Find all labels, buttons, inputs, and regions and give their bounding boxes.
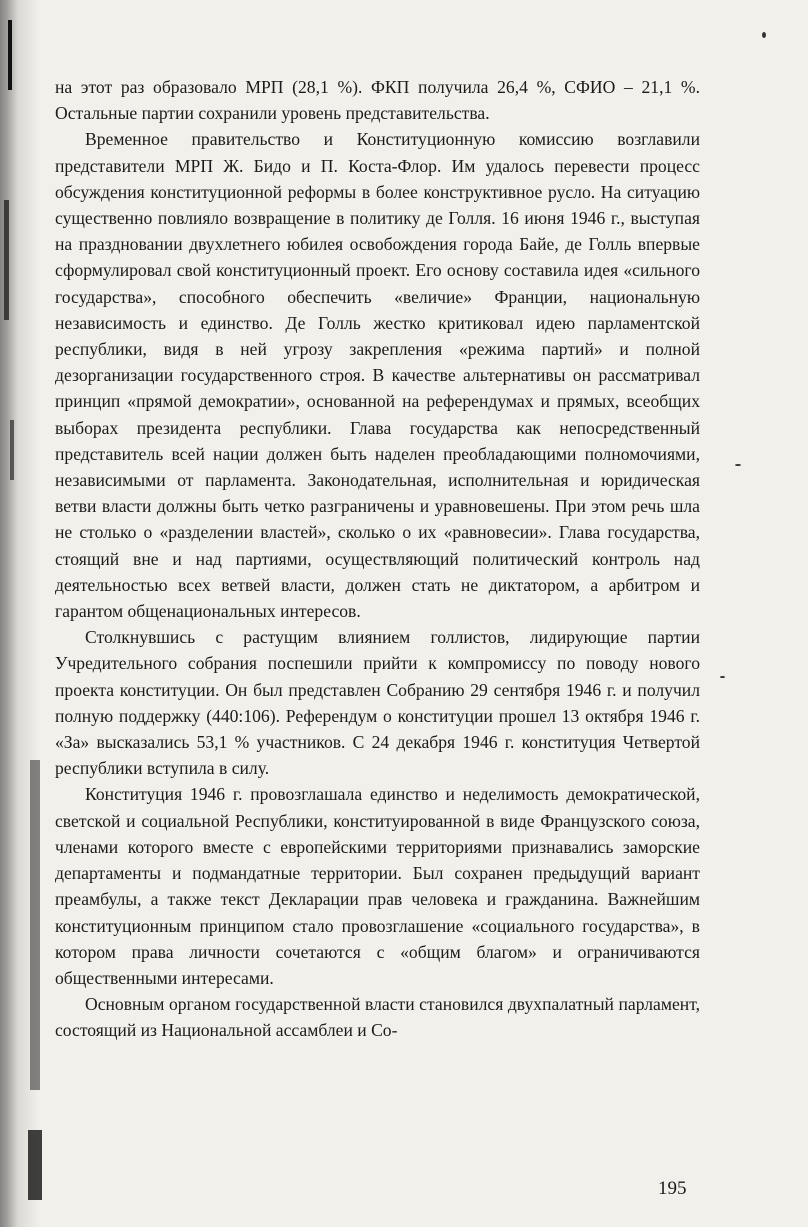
page-number: 195 — [658, 1178, 687, 1199]
scan-speck — [720, 676, 725, 678]
paragraph-continuation: на этот раз образовало МРП (28,1 %). ФКП получила 26,4 %, СФИО – 21,1 %. Остальные партии сохранили уровень представительства. — [55, 77, 700, 124]
scan-speck — [762, 32, 766, 38]
paragraph: Столкнувшись с растущим влиянием голлистов, лидирующие партии Учредительного собрания поспешили прийти к компромиссу по поводу нового проекта конституции. Он был представлен Собранию 29 сентября 1946 г. и получил полную поддержку (440:106). Референдум о конституции прошел 13 октября 1946 г. «За» высказались 53,1 % участников. С 24 декабря 1946 г. конституция Четвертой республики вступила в силу. — [55, 627, 700, 779]
scan-mark — [30, 760, 40, 1090]
body-text — [55, 74, 700, 1044]
scan-speck — [735, 464, 741, 466]
scan-mark — [10, 420, 14, 480]
paragraph: Временное правительство и Конституционную комиссию возглавили представители МРП Ж. Бидо и П. Коста-Флор. Им удалось перевести процесс обсуждения конституционной реформы в более конструктивное русло. На ситуацию существенно повлияло возвращение в политику де Голля. 16 июня 1946 г., выступая на праздновании двухлетнего юбилея освобождения города Байе, де Голль впервые сформулировал свой конституционный проект. Его основу составила идея «сильного государства», способного обеспечить «величие» Франции, национальную независимость и единство. Де Голль жестко критиковал идею парламентской республики, видя в ней угрозу закрепления «режима партий» и полной дезорганизации государственного строя. В качестве альтернативы он рассматривал принцип «прямой демократии», основанной на референдумах и прямых, всеобщих выборах президента республики. Глава государства как непосредственный представитель всей нации должен быть наделен преобладающими полномочиями, независимыми от парламента. Законодательная, исполнительная и юридическая ветви власти должны быть четко разграничены и уравновешены. При этом речь шла не столько о «разделении властей», сколько о их «равновесии». Глава государства, стоящий вне и над партиями, осуществляющий политический контроль над деятельностью всех ветвей власти, должен стать не диктатором, а арбитром и гарантом общенациональных интересов. — [55, 129, 700, 622]
paragraph: Основным органом государственной власти становился двухпалатный парламент, состоящий из Национальной ассамблеи и Со- — [55, 994, 700, 1041]
scan-mark — [8, 20, 12, 90]
scan-mark — [28, 1130, 42, 1200]
scan-mark — [4, 200, 9, 320]
paragraph: Конституция 1946 г. провозглашала единство и неделимость демократической, светской и социальной Республики, конституированной в виде Французского союза, членами которого вместе с европейскими территориями признавались заморские департаменты и подмандатные территории. Был сохранен предыдущий вариант преамбулы, а также текст Декларации прав человека и гражданина. Важнейшим конституционным принципом стало провозглашение «социального государства», в котором права личности сочетаются с «общим благом» и ограничиваются общественными интересами. — [55, 784, 700, 988]
